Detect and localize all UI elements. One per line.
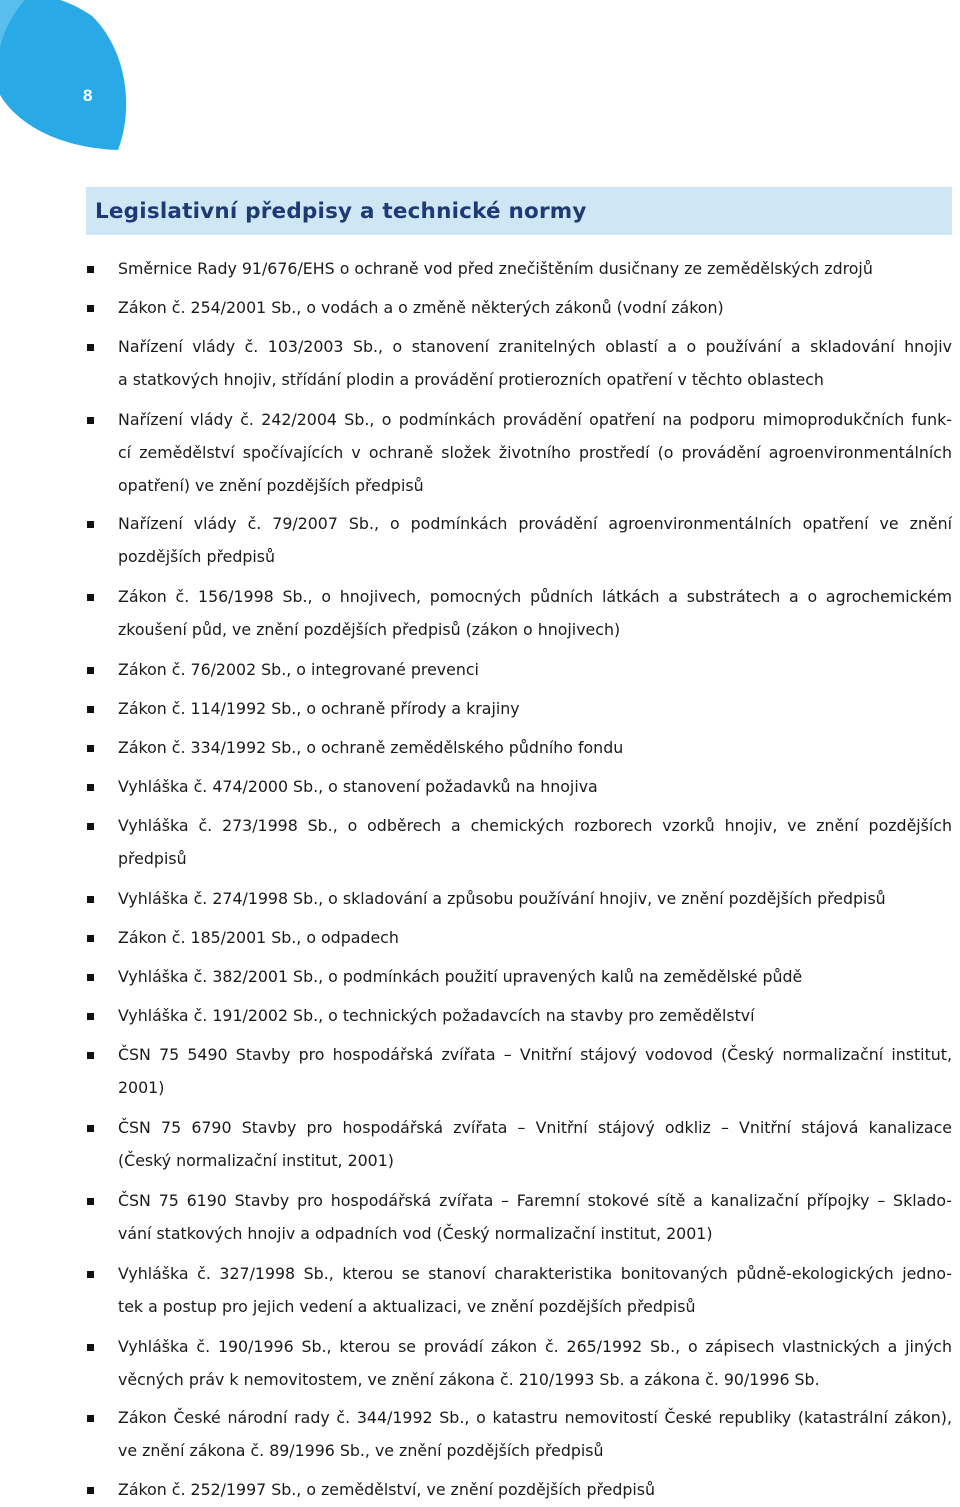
square-bullet-icon <box>87 1198 94 1205</box>
list-item-text-line: vání statkových hnojiv a odpadních vod (Český normalizační institut, 2001) <box>118 1224 713 1243</box>
list-item-text-line: věcných práv k nemovitostem, ve znění zákona č. 210/1993 Sb. a zákona č. 90/1996 Sb. <box>118 1370 820 1389</box>
square-bullet-icon <box>87 521 94 528</box>
list-item-text-line: Vyhláška č. 274/1998 Sb., o skladování a způsobu používání hnojiv, ve znění pozdějších předpisů <box>118 889 886 908</box>
square-bullet-icon <box>87 344 94 351</box>
list-item-text-line: Zákon č. 185/2001 Sb., o odpadech <box>118 928 399 947</box>
list-item-text-line: 2001) <box>118 1078 165 1097</box>
list-item-text-line: Nařízení vlády č. 79/2007 Sb., o podmínkách provádění agroenvironmentálních opatření ve znění <box>118 514 952 533</box>
list-item-text-line: opatření) ve znění pozdějších předpisů <box>118 476 424 495</box>
decorative-leaf-shape <box>0 0 135 150</box>
list-item-text-line: a statkových hnojiv, střídání plodin a provádění protierozních opatření v těchto oblastech <box>118 370 824 389</box>
square-bullet-icon <box>87 417 94 424</box>
list-item-text-line: ČSN 75 6190 Stavby pro hospodářská zvířata – Faremní stokové sítě a kanalizační přípojky – Sklado- <box>118 1191 952 1210</box>
list-item-text-line: předpisů <box>118 849 187 868</box>
list-item-text-line: ve znění zákona č. 89/1996 Sb., ve znění pozdějších předpisů <box>118 1441 604 1460</box>
list-item-text-line: tek a postup pro jejich vedení a aktualizaci, ve znění pozdějších předpisů <box>118 1297 696 1316</box>
section-heading: Legislativní předpisy a technické normy <box>95 199 587 224</box>
list-item-text-line: pozdějších předpisů <box>118 547 276 566</box>
square-bullet-icon <box>87 706 94 713</box>
page-number: 8 <box>83 86 93 105</box>
list-item-text-line: Zákon č. 252/1997 Sb., o zemědělství, ve znění pozdějších předpisů <box>118 1480 656 1499</box>
square-bullet-icon <box>87 1271 94 1278</box>
square-bullet-icon <box>87 1415 94 1422</box>
list-item-text-line: Vyhláška č. 191/2002 Sb., o technických požadavcích na stavby pro zemědělství <box>118 1006 755 1025</box>
list-item-text-line: Směrnice Rady 91/676/EHS o ochraně vod před znečištěním dusičnany ze zemědělských zdrojů <box>118 259 873 278</box>
square-bullet-icon <box>87 594 94 601</box>
list-item-text-line: ČSN 75 5490 Stavby pro hospodářská zvířata – Vnitřní stájový vodovod (Český normalizační institut, <box>118 1045 952 1064</box>
square-bullet-icon <box>87 667 94 674</box>
list-item-text-line: Vyhláška č. 474/2000 Sb., o stanovení požadavků na hnojiva <box>118 777 598 796</box>
list-item-text-line: ČSN 75 6790 Stavby pro hospodářská zvířata – Vnitřní stájový odkliz – Vnitřní stájová kanalizace <box>118 1118 952 1137</box>
list-item-text-line: Zákon č. 114/1992 Sb., o ochraně přírody a krajiny <box>118 699 520 718</box>
list-item-text-line: zkoušení půd, ve znění pozdějších předpisů (zákon o hnojivech) <box>118 620 621 639</box>
square-bullet-icon <box>87 974 94 981</box>
list-item-text-line: Zákon č. 76/2002 Sb., o integrované prevenci <box>118 660 479 679</box>
square-bullet-icon <box>87 1344 94 1351</box>
list-item-text-line: Zákon č. 334/1992 Sb., o ochraně zemědělského půdního fondu <box>118 738 624 757</box>
square-bullet-icon <box>87 784 94 791</box>
square-bullet-icon <box>87 745 94 752</box>
square-bullet-icon <box>87 823 94 830</box>
square-bullet-icon <box>87 1052 94 1059</box>
list-item-text-line: Nařízení vlády č. 242/2004 Sb., o podmínkách provádění opatření na podporu mimoprodukčních funk- <box>118 410 952 429</box>
square-bullet-icon <box>87 1013 94 1020</box>
square-bullet-icon <box>87 1125 94 1132</box>
square-bullet-icon <box>87 305 94 312</box>
list-item-text-line: Vyhláška č. 327/1998 Sb., kterou se stanoví charakteristika bonitovaných půdně-ekologických jedno- <box>118 1264 952 1283</box>
list-item-text-line: Zákon č. 254/2001 Sb., o vodách a o změně některých zákonů (vodní zákon) <box>118 298 724 317</box>
list-item-text-line: Vyhláška č. 382/2001 Sb., o podmínkách použití upravených kalů na zemědělské půdě <box>118 967 803 986</box>
list-item-text-line: cí zemědělství spočívajících v ochraně složek životního prostředí (o provádění agroenvironmentálních <box>118 443 952 462</box>
square-bullet-icon <box>87 266 94 273</box>
list-item-text-line: Zákon č. 156/1998 Sb., o hnojivech, pomocných půdních látkách a substrátech a o agrochemickém <box>118 587 952 606</box>
list-item-text-line: Nařízení vlády č. 103/2003 Sb., o stanovení zranitelných oblastí a o používání a skladování hnojiv <box>118 337 952 356</box>
list-item-text-line: Zákon České národní rady č. 344/1992 Sb., o katastru nemovitostí České republiky (katastrální zákon), <box>118 1408 952 1427</box>
list-item-text-line: Vyhláška č. 273/1998 Sb., o odběrech a chemických rozborech vzorků hnojiv, ve znění pozdějších <box>118 816 952 835</box>
list-item-text-line: Vyhláška č. 190/1996 Sb., kterou se provádí zákon č. 265/1992 Sb., o zápisech vlastnických a jiných <box>118 1337 952 1356</box>
square-bullet-icon <box>87 896 94 903</box>
list-item-text-line: (Český normalizační institut, 2001) <box>118 1151 394 1170</box>
square-bullet-icon <box>87 935 94 942</box>
square-bullet-icon <box>87 1487 94 1494</box>
